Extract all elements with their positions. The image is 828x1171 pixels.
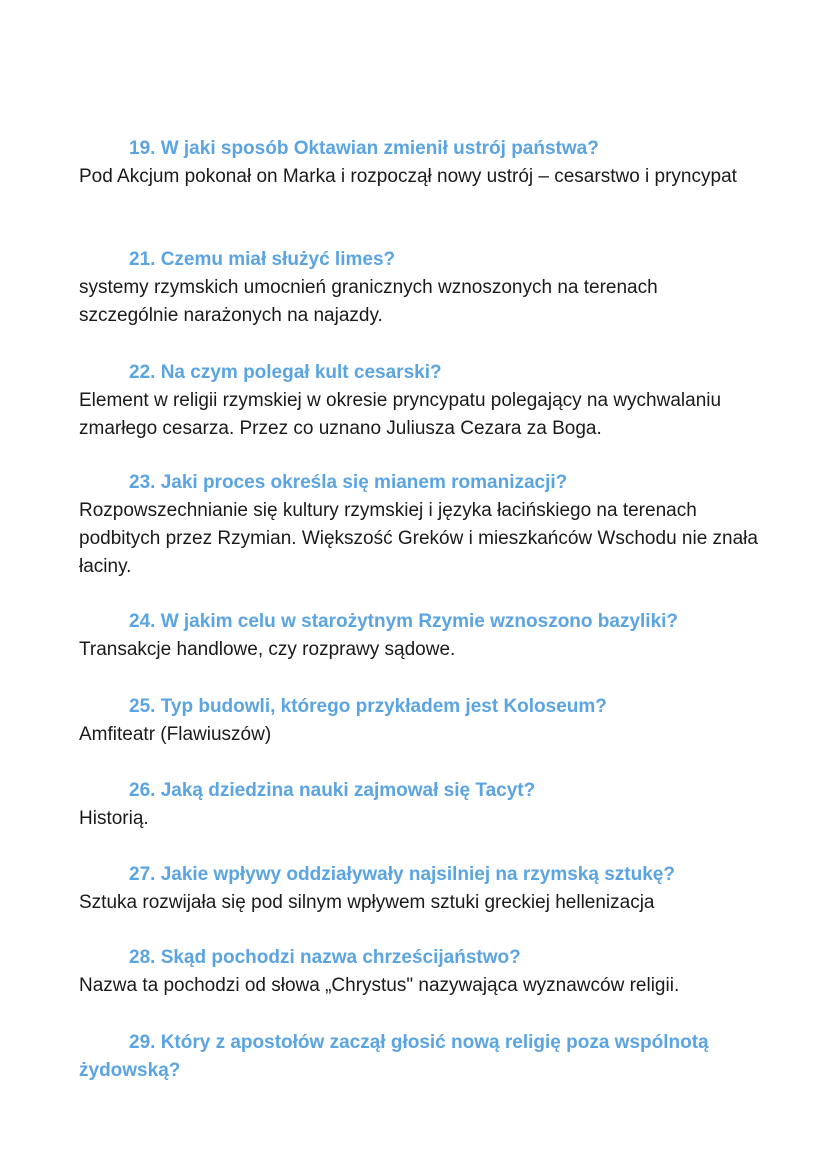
question-heading: 19. W jaki sposób Oktawian zmienił ustrój państwa? bbox=[129, 138, 599, 159]
answer-text: Rozpowszechnianie się kultury rzymskiej i języka łacińskiego na terenach podbitych przez Rzymian. Większość Greków i mieszkańców Wschodu nie znała łaciny. bbox=[79, 500, 758, 577]
qa-item-28 bbox=[79, 944, 759, 1000]
qa-item-25 bbox=[79, 693, 759, 749]
answer-text: systemy rzymskich umocnień granicznych wznoszonych na terenach szczególnie narażonych na najazdy. bbox=[79, 277, 658, 326]
qa-item-27 bbox=[79, 861, 759, 917]
question-heading: 25. Typ budowli, którego przykładem jest Koloseum? bbox=[129, 696, 607, 717]
answer-text: Pod Akcjum pokonał on Marka i rozpoczął nowy ustrój – cesarstwo i pryncypat bbox=[79, 166, 737, 187]
question-heading: 23. Jaki proces określa się mianem romanizacji? bbox=[129, 472, 568, 493]
qa-item-22 bbox=[79, 359, 759, 443]
answer-text: Sztuka rozwijała się pod silnym wpływem sztuki greckiej hellenizacja bbox=[79, 892, 655, 913]
qa-item-29 bbox=[79, 1029, 759, 1085]
qa-item-24 bbox=[79, 608, 759, 664]
question-heading: 29. Który z apostołów zaczął głosić nową religię poza wspólnotą żydowską? bbox=[79, 1032, 709, 1081]
qa-item-19 bbox=[79, 135, 759, 191]
question-heading: 27. Jakie wpływy oddziaływały najsilniej na rzymską sztukę? bbox=[129, 864, 675, 885]
question-heading: 28. Skąd pochodzi nazwa chrześcijaństwo? bbox=[129, 947, 521, 968]
answer-text: Transakcje handlowe, czy rozprawy sądowe. bbox=[79, 639, 456, 660]
qa-item-26 bbox=[79, 777, 759, 833]
answer-text: Nazwa ta pochodzi od słowa „Chrystus" nazywająca wyznawców religii. bbox=[79, 975, 680, 996]
qa-item-21 bbox=[79, 246, 759, 330]
question-heading: 22. Na czym polegał kult cesarski? bbox=[129, 362, 442, 383]
answer-text: Element w religii rzymskiej w okresie pryncypatu polegający na wychwalaniu zmarłego cesarza. Przez co uznano Juliusza Cezara za Boga. bbox=[79, 390, 722, 439]
answer-text: Amfiteatr (Flawiuszów) bbox=[79, 724, 272, 745]
answer-text: Historią. bbox=[79, 808, 149, 829]
qa-item-23 bbox=[79, 469, 759, 581]
question-heading: 26. Jaką dziedzina nauki zajmował się Tacyt? bbox=[129, 780, 536, 801]
question-heading: 21. Czemu miał służyć limes? bbox=[129, 249, 396, 270]
question-heading: 24. W jakim celu w starożytnym Rzymie wznoszono bazyliki? bbox=[129, 611, 679, 632]
